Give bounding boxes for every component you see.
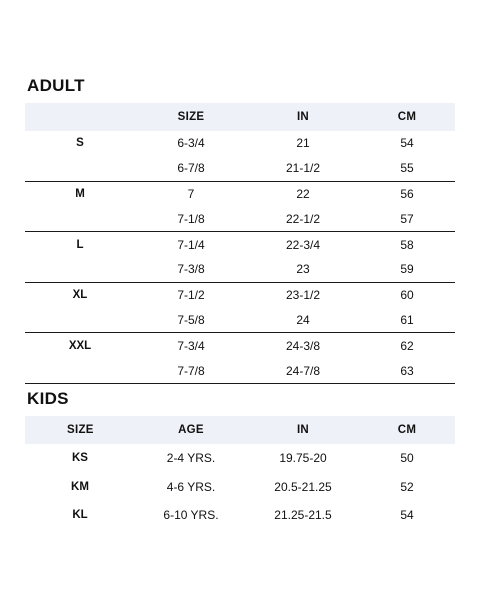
table-row xyxy=(25,473,455,502)
adult-header-cm: CM xyxy=(397,111,417,123)
table-row xyxy=(25,283,455,308)
table-row xyxy=(25,206,455,231)
hat-size-cell: 7-1/2 xyxy=(177,288,205,303)
cm-cell: 60 xyxy=(400,288,414,303)
age-cell: 2-4 YRS. xyxy=(166,451,216,466)
cm-cell: 54 xyxy=(400,508,414,523)
inches-cell: 20.5-21.25 xyxy=(274,479,332,494)
inches-cell: 21-1/2 xyxy=(285,161,321,176)
table-row xyxy=(25,444,455,473)
adult-group-xl xyxy=(25,283,455,334)
kids-size-label: KL xyxy=(72,509,88,522)
kids-size-label: KS xyxy=(72,452,88,465)
cm-cell: 55 xyxy=(400,161,414,176)
inches-cell: 22 xyxy=(296,186,310,201)
adult-table-header xyxy=(25,103,455,131)
adult-group-l xyxy=(25,232,455,283)
kids-table-header xyxy=(25,416,455,444)
kids-size-label: KM xyxy=(71,480,89,493)
cm-cell: 58 xyxy=(400,237,414,252)
inches-cell: 22-1/2 xyxy=(285,211,321,226)
age-cell: 4-6 YRS. xyxy=(166,479,216,494)
adult-header-size: SIZE xyxy=(177,111,205,123)
table-row xyxy=(25,501,455,530)
age-cell: 6-10 YRS. xyxy=(163,508,219,523)
inches-cell: 21 xyxy=(296,136,310,151)
inches-cell: 24-3/8 xyxy=(285,338,321,353)
hat-size-cell: 7-3/8 xyxy=(177,262,205,277)
kids-size-table xyxy=(25,416,455,530)
kids-header-cm: CM xyxy=(397,424,417,436)
table-row xyxy=(25,358,455,383)
inches-cell: 23-1/2 xyxy=(285,288,321,303)
kids-header-in: IN xyxy=(296,424,310,436)
size-label: XL xyxy=(72,289,88,302)
hat-size-cell: 6-3/4 xyxy=(177,136,205,151)
table-row xyxy=(25,131,455,156)
inches-cell: 21.25-21.5 xyxy=(274,508,332,523)
cm-cell: 52 xyxy=(400,479,414,494)
cm-cell: 62 xyxy=(400,338,414,353)
adult-section-title: ADULT xyxy=(27,76,85,95)
adult-size-table xyxy=(25,103,455,384)
hat-size-cell: 7-1/4 xyxy=(177,237,205,252)
cm-cell: 61 xyxy=(400,312,414,327)
kids-section-title: KIDS xyxy=(27,389,69,408)
size-label: L xyxy=(76,238,84,251)
table-row xyxy=(25,182,455,207)
hat-size-cell: 7-1/8 xyxy=(177,211,205,226)
inches-cell: 24-7/8 xyxy=(285,363,321,378)
kids-header-age: AGE xyxy=(178,424,204,436)
cm-cell: 54 xyxy=(400,136,414,151)
inches-cell: 24 xyxy=(296,312,310,327)
inches-cell: 19.75-20 xyxy=(279,451,327,466)
cm-cell: 50 xyxy=(400,451,414,466)
inches-cell: 23 xyxy=(296,262,310,277)
hat-size-cell: 7-5/8 xyxy=(177,312,205,327)
size-label: S xyxy=(76,137,84,150)
cm-cell: 57 xyxy=(400,211,414,226)
table-row xyxy=(25,333,455,358)
adult-group-s xyxy=(25,131,455,182)
adult-group-m xyxy=(25,182,455,233)
cm-cell: 59 xyxy=(400,262,414,277)
hat-size-cell: 7-3/4 xyxy=(177,338,205,353)
cm-cell: 63 xyxy=(400,363,414,378)
kids-header-size: SIZE xyxy=(67,424,94,436)
size-label: XXL xyxy=(68,339,92,352)
table-row xyxy=(25,232,455,257)
adult-group-xxl xyxy=(25,333,455,384)
hat-size-cell: 7 xyxy=(187,186,195,201)
cm-cell: 56 xyxy=(400,186,414,201)
hat-size-cell: 7-7/8 xyxy=(177,363,205,378)
size-label: M xyxy=(75,187,85,200)
table-row xyxy=(25,156,455,181)
table-row xyxy=(25,257,455,282)
table-row xyxy=(25,308,455,333)
adult-header-in: IN xyxy=(296,111,310,123)
inches-cell: 22-3/4 xyxy=(285,237,321,252)
hat-size-cell: 6-7/8 xyxy=(177,161,205,176)
